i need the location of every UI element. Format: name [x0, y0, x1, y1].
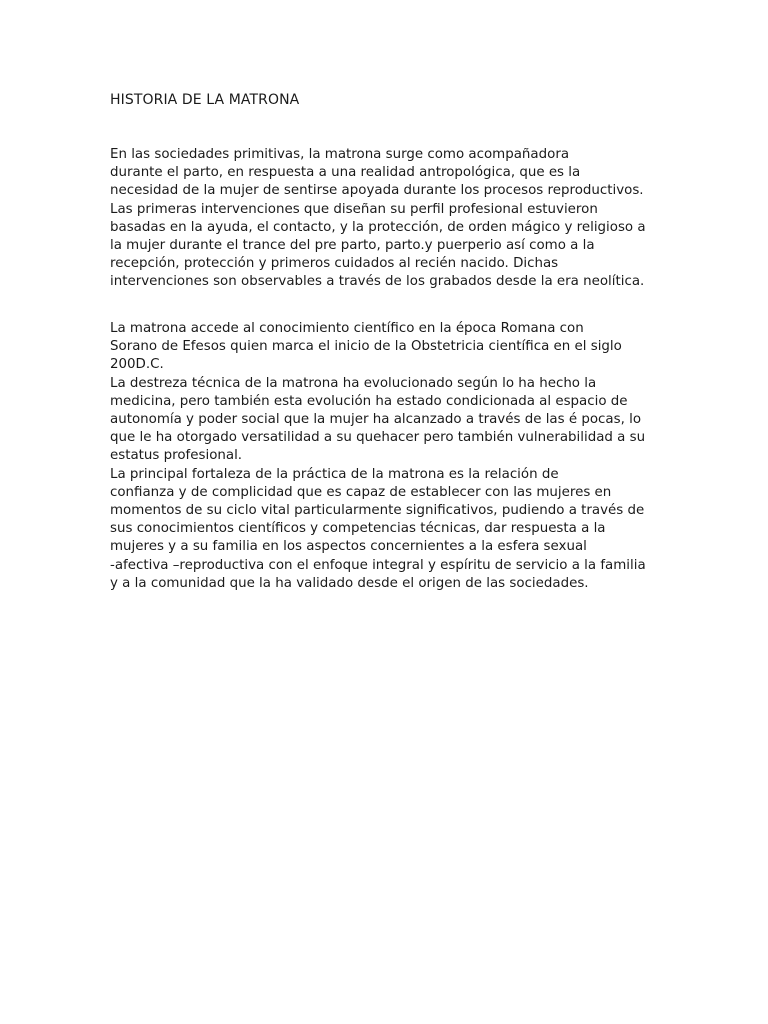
text-line: La principal fortaleza de la práctica de la matrona es la relación de: [110, 466, 559, 482]
text-line: mujeres y a su familia en los aspectos concernientes a la esfera sexual: [110, 539, 587, 555]
text-line: La destreza técnica de la matrona ha evolucionado según lo ha hecho la: [110, 375, 597, 391]
text-line: autonomía y poder social que la mujer ha alcanzado a través de las é pocas, lo: [110, 412, 642, 428]
text-line: En las sociedades primitivas, la matrona surge como acompañadora: [110, 147, 570, 162]
text-line: recepción, protección y primeros cuidados al recién nacido. Dichas: [110, 256, 559, 272]
paragraph-2: [110, 320, 646, 593]
text-line: necesidad de la mujer de sentirse apoyada durante los procesos reproductivos.: [110, 183, 644, 199]
text-line: intervenciones son observables a través de los grabados desde la era neolítica.: [110, 274, 645, 290]
text-line: basadas en la ayuda, el contacto, y la protección, de orden mágico y religioso a: [110, 219, 646, 235]
text-line: La matrona accede al conocimiento científico en la época Romana con: [110, 321, 584, 336]
text-line: durante el parto, en respuesta a una realidad antropológica, que es la: [110, 165, 581, 181]
text-line: la mujer durante el trance del pre parto, parto.y puerperio así como a la: [110, 238, 595, 254]
text-line: que le ha otorgado versatilidad a su quehacer pero también vulnerabilidad a su: [110, 430, 646, 446]
text-line: y a la comunidad que la ha validado desde el origen de las sociedades.: [110, 575, 589, 591]
text-line: Las primeras intervenciones que diseñan su perfil profesional estuvieron: [110, 201, 598, 217]
text-line: 200D.C.: [110, 357, 164, 373]
text-line: estatus profesional.: [110, 448, 243, 464]
text-line: confianza y de complicidad que es capaz de establecer con las mujeres en: [110, 484, 612, 500]
text-line: momentos de su ciclo vital particularmente significativos, pudiendo a través de: [110, 503, 645, 519]
paragraph-1: [110, 146, 646, 292]
text-line: Sorano de Efesos quien marca el inicio de la Obstetricia científica en el siglo: [110, 339, 622, 355]
document-title: HISTORIA DE LA MATRONA: [110, 92, 300, 108]
text-line: medicina, pero también esta evolución ha estado condicionada al espacio de: [110, 393, 628, 409]
text-line: sus conocimientos científicos y competencias técnicas, dar respuesta a la: [110, 521, 606, 537]
text-line: -afectiva –reproductiva con el enfoque integral y espíritu de servicio a la familia: [110, 557, 646, 573]
